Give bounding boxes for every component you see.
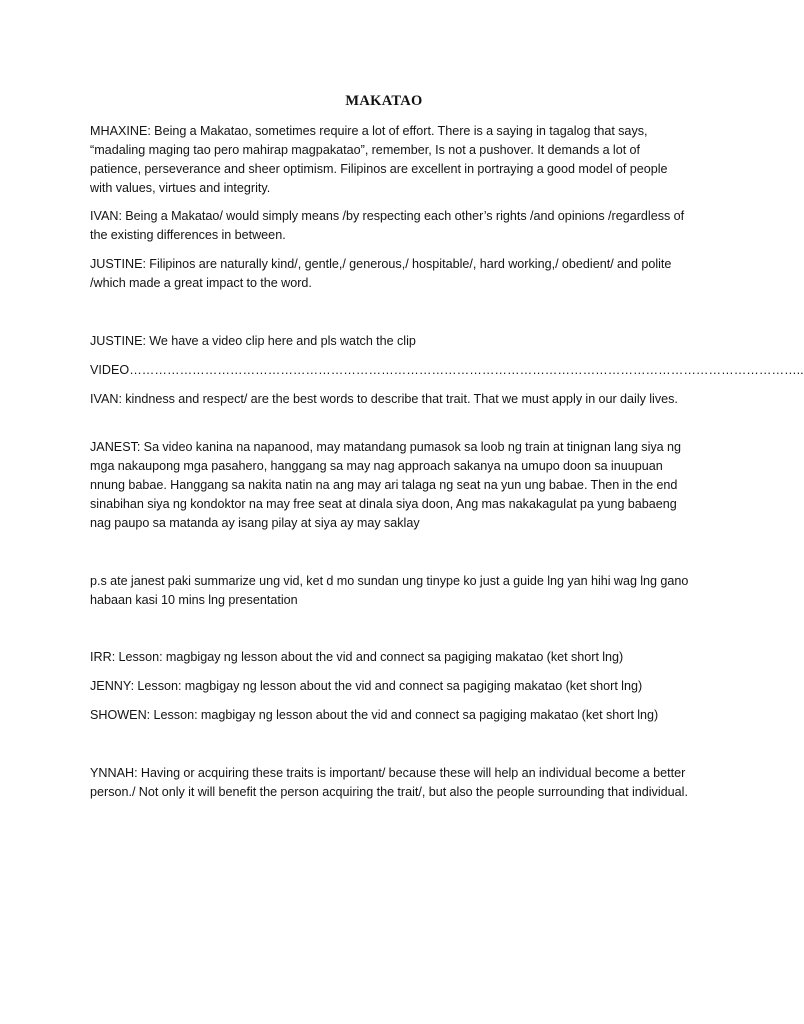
paragraph-mhaxine: MHAXINE: Being a Makatao, sometimes require a lot of effort. There is a saying in tagalog that says, “madaling maging tao pero mahirap magpakatao”, remember, Is not a pushover. It demands a lot of patience, perseverance and sheer optimism. Filipinos are excellent in portraying a good model of people with values, virtues and integrity. (90, 124, 668, 195)
paragraph-ivan-1: IVAN: Being a Makatao/ would simply means /by respecting each other’s rights /and opinions /regardless of the existing differences in between. (90, 209, 685, 242)
paragraph-justine-2: JUSTINE: We have a video clip here and pls watch the clip (90, 334, 416, 348)
paragraph-ynnah: YNNAH: Having or acquiring these traits is important/ because these will help an individual become a better person./ Not only it will benefit the person acquiring the trait/, but also the people surrounding that individual. (90, 766, 688, 799)
paragraph-video: VIDEO…………………………………………………………………………………………………………………………………………….. (90, 363, 804, 377)
paragraph-janest: JANEST: Sa video kanina na napanood, may matandang pumasok sa loob ng train at tinignan lang siya ng mga nakaupong mga pasahero, hanggang sa may nag approach sakanya na umupo doon sa inuupuan nnung babae. Hanggang sa nakita natin na ang may ari talaga ng seat na yun ung babae. Then in the end sinabihan siya ng kondoktor na may free seat at dinala siya doon, Ang mas nakakagulat pa yung babaeng nag paupo sa matanda ay isang pilay at siya ay may saklay (90, 440, 681, 530)
paragraph-jenny: JENNY: Lesson: magbigay ng lesson about the vid and connect sa pagiging makatao (ket short lng) (90, 679, 643, 693)
paragraph-ps-note: p.s ate janest paki summarize ung vid, ket d mo sundan ung tinype ko just a guide lng yan hihi wag lng gano habaan kasi 10 mins lng presentation (90, 574, 689, 607)
paragraph-justine-1: JUSTINE: Filipinos are naturally kind/, gentle,/ generous,/ hospitable/, hard working,/ obedient/ and polite /which made a great impact to the word. (90, 257, 672, 290)
paragraph-irr: IRR: Lesson: magbigay ng lesson about the vid and connect sa pagiging makatao (ket short lng) (90, 650, 624, 664)
paragraph-showen: SHOWEN: Lesson: magbigay ng lesson about the vid and connect sa pagiging makatao (ket short lng) (90, 708, 659, 722)
paragraph-ivan-2: IVAN: kindness and respect/ are the best words to describe that trait. That we must apply in our daily lives. (90, 392, 678, 406)
document-title: MAKATAO (345, 93, 423, 109)
